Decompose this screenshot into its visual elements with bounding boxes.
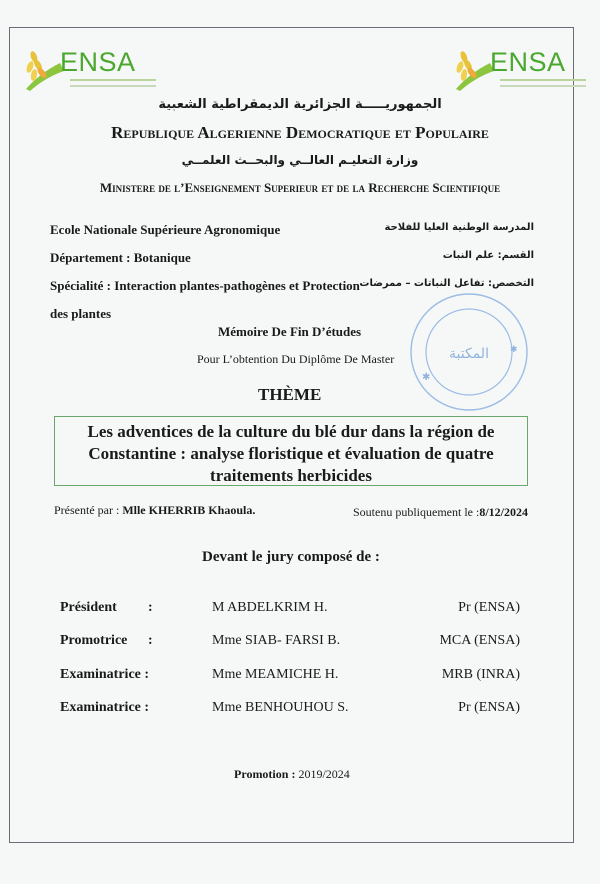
promotion-label: Promotion :	[234, 767, 299, 781]
ministry-french: Ministere de l’Enseignement Superieur et de la Recherche Scientifique	[99, 180, 501, 195]
department-arabic: القسم: علم النبات	[442, 250, 534, 261]
jury-name: M ABDELKRIM H.	[212, 600, 328, 615]
memoire-title: Mémoire De Fin D’études	[218, 324, 362, 339]
logo-subtitle-line	[70, 79, 156, 81]
memoire-subtitle: Pour L’obtention Du Diplôme De Master	[197, 352, 395, 366]
jury-affiliation: MCA (ENSA)	[439, 633, 520, 648]
defended-date: 8/12/2024	[479, 505, 528, 519]
jury-name: Mme MEAMICHE H.	[212, 667, 339, 682]
school-french: Ecole Nationale Supérieure Agronomique	[50, 222, 281, 237]
theme-line: Constantine : analyse floristique et évaluation de quatre	[88, 444, 494, 463]
jury-row	[60, 667, 520, 687]
logo-subtitle-line	[500, 79, 586, 81]
jury-role: Examinatrice :	[60, 700, 150, 715]
ensa-logo-right	[450, 43, 590, 98]
theme-line: Les adventices de la culture du blé dur dans la région de	[87, 422, 495, 441]
specialty-french-line1: Spécialité : Interaction plantes-pathogènes et Protection	[50, 278, 360, 293]
ministry-arabic: وزارة التعليـم العالــي والبحــث العلمــي	[181, 153, 419, 167]
theme-line: traitements herbicides	[210, 466, 372, 485]
jury-colon: :	[148, 633, 153, 648]
presented-by	[54, 503, 255, 518]
jury-row	[60, 700, 520, 720]
defended-label: Soutenu publiquement le :	[353, 505, 480, 519]
jury-role: Promotrice	[60, 633, 128, 648]
theme-label: THÈME	[258, 385, 322, 404]
logo-subtitle-line	[500, 85, 586, 87]
logo-subtitle-line	[70, 85, 156, 87]
jury-name: Mme BENHOUHOU S.	[212, 700, 349, 715]
republic-arabic: الجمهوريـــــة الجزائرية الديمقراطية الشعبية	[158, 97, 442, 112]
jury-affiliation: Pr (ENSA)	[458, 600, 520, 615]
stamp-text: المكتبة	[449, 346, 489, 362]
jury-role: Examinatrice :	[60, 667, 150, 682]
school-arabic: المدرسة الوطنية العليا للفلاحة	[384, 222, 534, 233]
logo-text: ENSA	[490, 47, 566, 77]
ensa-logo-left	[20, 43, 160, 98]
library-stamp	[408, 290, 530, 414]
star-icon: ✱	[510, 344, 518, 354]
republic-french: Republique Algerienne Democratique et Populaire	[111, 123, 489, 142]
presented-name: Mlle KHERRIB Khaoula.	[122, 503, 256, 517]
jury-row	[60, 600, 520, 620]
presented-label: Présenté par :	[54, 503, 123, 517]
specialty-arabic: التخصص: تفاعل النباتات – ممرضات	[359, 278, 534, 289]
promotion	[234, 767, 350, 782]
theme-box	[54, 416, 528, 486]
department-french: Département : Botanique	[50, 250, 191, 265]
defense-date	[353, 505, 528, 520]
jury-row	[60, 633, 520, 653]
jury-affiliation: MRB (INRA)	[441, 667, 520, 682]
star-icon: ✱	[422, 372, 431, 383]
jury-colon: :	[148, 600, 153, 615]
jury-role: Président	[60, 600, 117, 615]
jury-name: Mme SIAB- FARSI B.	[212, 633, 341, 648]
jury-heading: Devant le jury composé de :	[202, 549, 380, 565]
promotion-value: 2019/2024	[298, 767, 350, 781]
logo-text: ENSA	[60, 47, 136, 77]
jury-affiliation: Pr (ENSA)	[458, 700, 520, 715]
specialty-french-line2: des plantes	[50, 306, 112, 321]
